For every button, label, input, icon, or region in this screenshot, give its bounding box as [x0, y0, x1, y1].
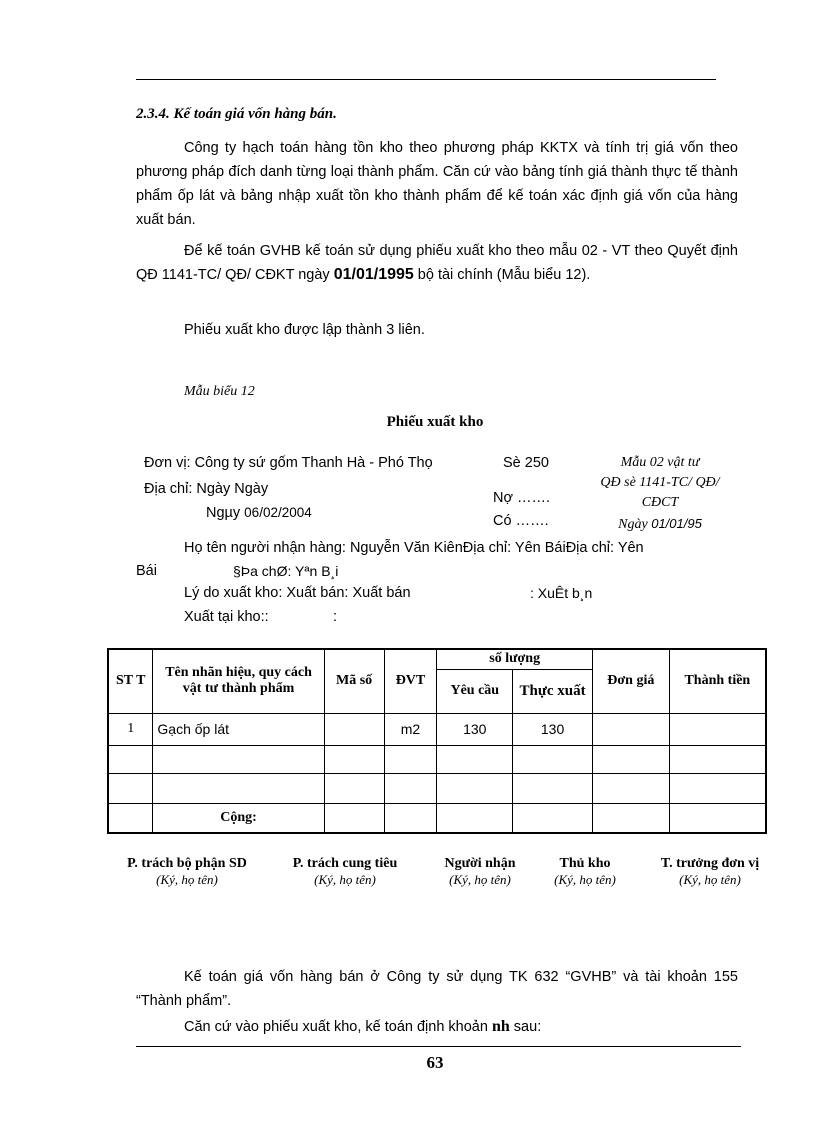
signature-sub: (Ký, họ tên): [314, 872, 376, 887]
page-number: 63: [426, 1053, 444, 1072]
cell-unit-price: [592, 713, 669, 745]
cell-code: [324, 713, 384, 745]
header-quantity: số lượng: [437, 649, 593, 669]
total-row: [108, 803, 766, 833]
warehouse-value: :: [333, 609, 338, 625]
signature-storekeeper: [540, 856, 630, 888]
template-date-value: 01/01/95: [651, 516, 702, 531]
date-label: Ngµy: [206, 505, 241, 521]
signature-department: [112, 856, 262, 888]
paragraph-5: [136, 1015, 738, 1039]
paragraph-5-text: Căn cứ vào phiếu xuất kho, kế toán định khoản: [184, 1019, 492, 1035]
paragraph-5-fragment: nh: [491, 1018, 510, 1035]
bottom-rule: [136, 1046, 741, 1047]
header-requested: Yêu cầu: [437, 669, 513, 713]
template-line-1: Mẫu 02 vật tư: [620, 455, 700, 470]
decision-date: 01/01/1995: [333, 266, 414, 283]
signature-title: Người nhận: [444, 856, 516, 871]
signature-receiver: [425, 856, 535, 888]
cell-amount: [669, 713, 766, 745]
signature-sub: (Ký, họ tên): [554, 872, 616, 887]
date-value: 06/02/2004: [244, 505, 312, 520]
header-stt: ST T: [108, 649, 153, 713]
table-row: [108, 773, 766, 803]
cell-unit: m2: [384, 713, 437, 745]
reason-line: Lý do xuất kho: Xuất bán: Xuất bán: [184, 585, 411, 601]
template-line-3: CĐCT: [641, 495, 679, 510]
signature-title: Thủ kho: [559, 856, 611, 871]
table-row: [108, 713, 766, 745]
date-line: [206, 505, 312, 521]
header-product-name: Tên nhãn hiệu, quy cách vật tư thành phẩm: [153, 649, 324, 713]
header-actual: Thực xuất: [513, 669, 593, 713]
paragraph-2-text-end: bộ tài chính (Mẫu biểu 12).: [413, 267, 591, 283]
top-rule: [136, 79, 716, 80]
signature-sub: (Ký, họ tên): [449, 872, 511, 887]
warehouse-line: Xuất tại kho::: [184, 609, 269, 625]
receiver-address-garbled: §Þa chØ: Yªn B¸i: [233, 563, 339, 579]
signature-title: T. trưởng đơn vị: [660, 856, 760, 871]
paragraph-5-end: sau:: [509, 1019, 542, 1035]
template-line-2: QĐ sè 1141-TC/ QĐ/: [600, 475, 720, 490]
template-line-4: [560, 516, 760, 533]
signature-title: P. trách cung tiêu: [292, 856, 398, 871]
header-unit-price: Đơn giá: [592, 649, 669, 713]
cell-requested: 130: [437, 713, 513, 745]
total-label: Cộng:: [153, 803, 324, 833]
form-number: Sè 250: [503, 455, 549, 471]
template-date-label: Ngày: [618, 517, 652, 532]
reason-garbled: : XuÊt b¸n: [530, 585, 593, 601]
address-line: Địa chỉ: Ngày Ngày: [144, 481, 269, 497]
debit-line: Nợ …….: [493, 490, 551, 506]
paragraph-2-text: Để kế toán GVHB kế toán sử dụng phiếu xuất kho theo mẫu 02 - VT theo Quyết định QĐ 1141-TC/ QĐ/ CĐKT ngày: [136, 243, 738, 283]
paragraph-3: Phiếu xuất kho được lập thành 3 liên.: [184, 322, 425, 338]
receiver-line-cont: Bái: [136, 563, 157, 579]
cell-stt: 1: [108, 713, 153, 745]
paragraph-4: Kế toán giá vốn hàng bán ở Công ty sử dụng TK 632 “GVHB” và tài khoản 155 “Thành phẩm”.: [136, 969, 738, 1009]
section-heading: 2.3.4. Kế toán giá vốn hàng bán.: [136, 106, 337, 122]
unit-line: Đơn vị: Công ty sứ gốm Thanh Hà - Phó Thọ: [144, 455, 433, 471]
receiver-line: Họ tên người nhận hàng: Nguyễn Văn KiênĐịa chỉ: Yên BáiĐịa chỉ: Yên: [184, 540, 644, 556]
signature-title: P. trách bộ phận SD: [127, 856, 247, 871]
form-sample-label: Mẫu biểu 12: [184, 384, 255, 399]
header-amount: Thành tiền: [669, 649, 766, 713]
signature-supply: [275, 856, 415, 888]
form-title: Phiếu xuất kho: [386, 414, 484, 430]
credit-line: Có …….: [493, 513, 549, 529]
paragraph-1: Công ty hạch toán hàng tồn kho theo phương pháp KKTX và tính trị giá vốn theo phương pháp đích danh từng loại thành phẩm. Căn cứ vào bảng tính giá thành thực tế thành phẩm ốp lát và bảng nhập xuất tồn kho thành phẩm để kế toán xác định giá vốn của hàng xuất bán.: [136, 140, 738, 228]
signature-sub: (Ký, họ tên): [679, 872, 741, 887]
table-row: [108, 745, 766, 773]
header-unit: ĐVT: [384, 649, 437, 713]
signature-head: [640, 856, 780, 888]
paragraph-2: [136, 239, 738, 287]
cell-actual: 130: [513, 713, 593, 745]
signature-sub: (Ký, họ tên): [156, 872, 218, 887]
header-code: Mã số: [324, 649, 384, 713]
cell-product-name: Gạch ốp lát: [153, 713, 324, 745]
issue-slip-table: [107, 648, 767, 834]
